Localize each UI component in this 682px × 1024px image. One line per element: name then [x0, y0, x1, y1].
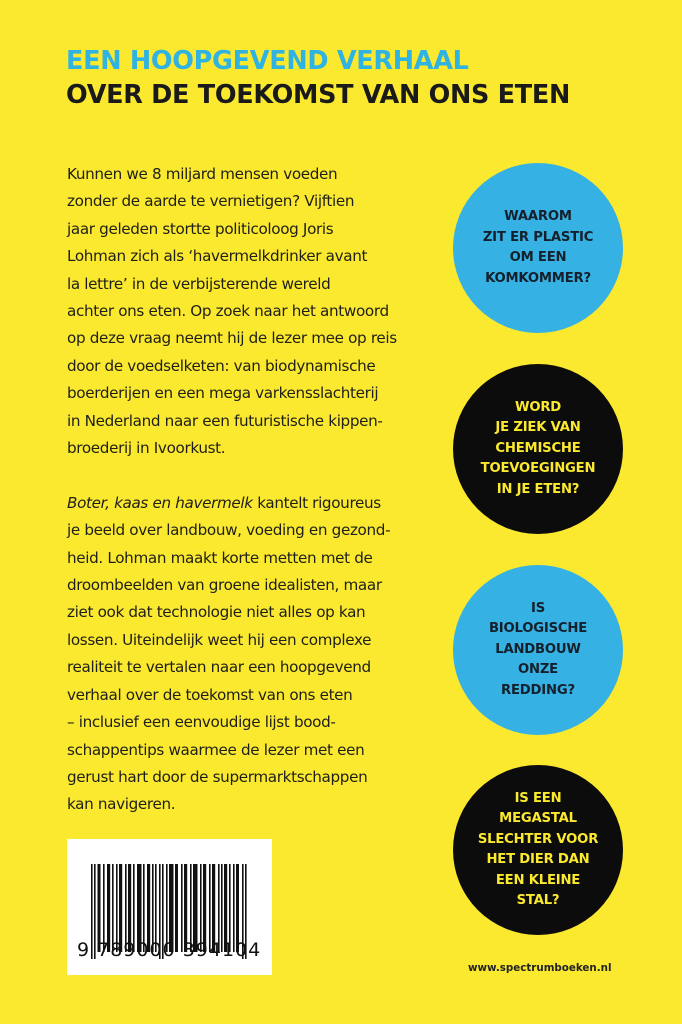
- blurb-line: in Nederland naar een futuristische kippen-: [67, 411, 383, 430]
- question-line: EEN KLEINE: [495, 872, 581, 888]
- isbn-number: 9 789000 394104: [77, 939, 262, 961]
- question-text: [483, 207, 593, 289]
- question-line: IN JE ETEN?: [496, 481, 580, 497]
- question-text: [481, 398, 596, 501]
- question-line: LANDBOUW: [495, 641, 581, 657]
- blurb-line: achter ons eten. Op zoek naar het antwoord: [67, 302, 389, 321]
- question-text: [489, 599, 587, 702]
- question-line: CHEMISCHE: [495, 440, 581, 456]
- question-line: BIOLOGISCHE: [488, 621, 588, 637]
- question-text: [478, 789, 598, 912]
- blurb-line: broederij in Ivoorkust.: [67, 439, 226, 458]
- blurb-line: la lettre’ in de verbijsterende wereld: [67, 274, 331, 293]
- blurb-paragraph-1: [67, 161, 437, 462]
- question-circle-chemicals: [453, 364, 623, 534]
- question-line: OM EEN: [509, 250, 567, 265]
- blurb-line: – inclusief een eenvoudige lijst bood-: [67, 713, 336, 732]
- headline-line-1: EEN HOOPGEVEND VERHAAL: [66, 46, 469, 76]
- blurb-line: schappentips waarmee de lezer met een: [67, 740, 365, 759]
- question-line: SLECHTER VOOR: [477, 831, 599, 847]
- blurb-line: realiteit te vertalen naar een hoopgevend: [67, 658, 371, 677]
- blurb-line: boerderijen en een mega varkensslachterij: [67, 384, 379, 403]
- question-circle-plastic: [453, 163, 623, 333]
- question-line: TOEVOEGINGEN: [480, 461, 596, 477]
- question-circle-organic: [453, 565, 623, 735]
- blurb-line: kan navigeren.: [67, 795, 176, 814]
- blurb-line: heid. Lohman maakt korte metten met de: [67, 548, 373, 567]
- blurb-line: gerust hart door de supermarktschappen: [67, 767, 368, 786]
- question-line: ONZE: [517, 662, 558, 678]
- question-line: KOMKOMMER?: [485, 270, 591, 286]
- question-line: IS EEN: [514, 790, 562, 806]
- blurb-line: lossen. Uiteindelijk weet hij een complexe: [67, 630, 372, 649]
- blurb-line: je beeld over landbouw, voeding en gezond-: [67, 521, 391, 540]
- blurb-line: verhaal over de toekomst van ons eten: [67, 685, 353, 704]
- blurb-line: jaar geleden stortte politicoloog Joris: [67, 219, 334, 238]
- question-line: MEGASTAL: [499, 811, 577, 826]
- back-cover-blurb: [67, 161, 437, 819]
- question-line: JE ZIEK VAN: [495, 420, 581, 436]
- blurb-line: door de voedselketen: van biodynamische: [67, 356, 376, 375]
- question-circle-megastal: [453, 765, 623, 935]
- publisher-website: www.spectrumboeken.nl: [468, 962, 612, 974]
- blurb-line: [67, 490, 437, 517]
- blurb-line: Kunnen we 8 miljard mensen voeden: [67, 165, 338, 183]
- question-line: WAAROM: [504, 209, 572, 224]
- question-line: ZIT ER PLASTIC: [482, 229, 594, 245]
- blurb-paragraph-2: [67, 490, 437, 819]
- headline-line-2: OVER DE TOEKOMST VAN ONS ETEN: [66, 80, 571, 110]
- headline: [66, 44, 570, 112]
- question-line: STAL?: [516, 893, 560, 908]
- blurb-line: zonder de aarde te vernietigen? Vijftien: [67, 192, 355, 211]
- question-line: REDDING?: [501, 682, 575, 698]
- question-line: HET DIER DAN: [486, 852, 590, 867]
- question-line: IS: [530, 600, 545, 616]
- book-title-italic: Boter, kaas en havermelk: [67, 493, 253, 512]
- blurb-line: ziet ook dat technologie niet alles op kan: [67, 603, 366, 622]
- isbn-barcode: [67, 839, 272, 975]
- question-line: WORD: [514, 399, 562, 415]
- blurb-line: op deze vraag neemt hij de lezer mee op reis: [67, 329, 397, 348]
- blurb-line-rest: kantelt rigoureus: [252, 493, 381, 512]
- blurb-line: droombeelden van groene idealisten, maar: [67, 576, 382, 595]
- blurb-line: Lohman zich als ‘havermelkdrinker avant: [67, 247, 368, 266]
